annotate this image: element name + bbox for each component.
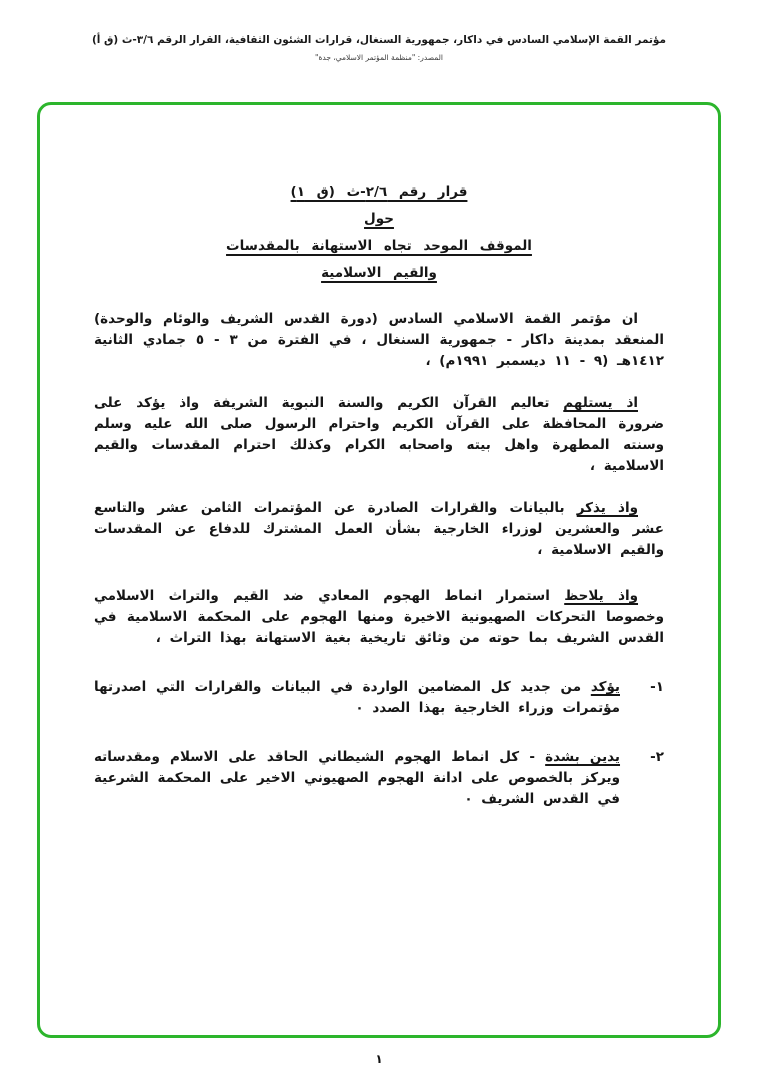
item-body: - كل انماط الهجوم الشيطاني الحاقد على الاسلام ومقدساته ويركز بالخصوص على ادانة الهجوم الصهيوني الاخير على المحكمة الشرعية في القدس الشريف ٠ [94, 749, 620, 807]
recital-paragraph-1 [94, 393, 664, 477]
item-number: ١- [650, 679, 664, 695]
paragraph-lead: واذ يلاحظ [564, 588, 639, 604]
paragraph-text: تعاليم القرآن الكريم والسنة النبوية الشريفة واذ يؤكد على ضرورة المحافظة على القرآن الكريم واحترام الرسول صلى الله عليه وسلم وسنته المطهرة واهل بيته واصحابه الكرام وكذلك احترام المقدسات والقيم الاسلامية ، [94, 395, 664, 474]
header-citation: مؤتمر القمة الإسلامي السادس في داكار، جمهورية السنغال، قرارات الشئون الثقافية، القرار الرقم ٣/٦-ث (ق أ) [91, 34, 667, 46]
operative-items-list [94, 677, 664, 810]
document-border-box [37, 102, 721, 1038]
recital-paragraph-2 [94, 498, 664, 561]
header-source: المصدر: "منظمة المؤتمر الاسلامي، جدة" [315, 53, 443, 62]
paragraph-text: بالبيانات والقرارات الصادرة عن المؤتمرات الثامن عشر والتاسع عشر والعشرين لوزراء الخارجية بشأن العمل المشترك للدفاع عن المقدسات والقيم الاسلامية ، [94, 500, 664, 558]
item-body: من جديد كل المضامين الواردة في البيانات والقرارات التي اصدرتها مؤتمرات وزراء الخارجية بهذا الصدد ٠ [94, 679, 620, 716]
resolution-subject-line-1: الموقف الموحد تجاه الاستهانة بالمقدسات [226, 238, 532, 254]
item-number: ٢- [650, 749, 664, 765]
preamble-paragraph [94, 309, 664, 372]
resolution-number-line: قرار رقم ٢/٦-ث (ق ١) [290, 184, 468, 200]
item-text [94, 677, 620, 719]
operative-item-2 [94, 747, 664, 810]
document-header [0, 0, 758, 62]
item-text [94, 747, 620, 810]
paragraph-text: ان مؤتمر القمة الاسلامي السادس (دورة القدس الشريف والوئام والوحدة) المنعقد بمدينة داكار - جمهورية السنغال ، في الفترة من ٣ - ٥ جمادي الثانية ١٤١٢هـ (٩ - ١١ ديسمبر ١٩٩١م) ، [94, 311, 664, 369]
document-content [40, 105, 718, 810]
resolution-subject-line-2: والقيم الاسلامية [321, 265, 437, 281]
resolution-title-block [94, 179, 664, 287]
paragraph-lead: واذ يذكر [576, 500, 638, 516]
resolution-about-line: حول [364, 211, 394, 227]
page-number: ١ [375, 1052, 383, 1066]
operative-item-1 [94, 677, 664, 719]
paragraph-lead: اذ يستلهم [563, 395, 638, 411]
recital-paragraph-3 [94, 586, 664, 649]
paragraph-text: استمرار انماط الهجوم المعادي ضد القيم والتراث الاسلامي وخصوصا التحركات الصهيونية الاخيرة ومنها الهجوم على المحكمة الاسلامية في القدس الشريف بما حوته من وثائق تاريخية بغية الاستهانة بهذا التراث ، [94, 588, 664, 646]
item-lead: يؤكد [590, 679, 620, 695]
item-lead: يدين بشدة [545, 749, 621, 765]
